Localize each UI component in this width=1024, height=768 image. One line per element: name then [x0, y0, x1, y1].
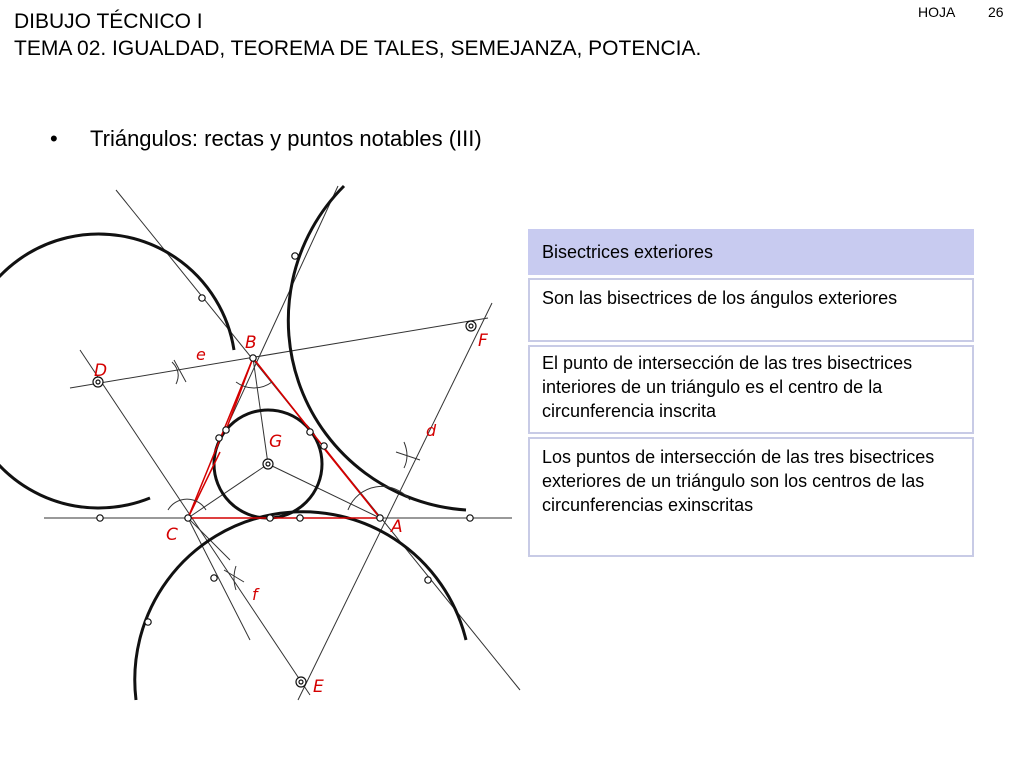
label-c: C — [166, 525, 178, 545]
excircle-e — [135, 512, 466, 700]
label-e-point: E — [313, 677, 324, 697]
definition-table — [528, 229, 974, 557]
tick-mark-e — [172, 360, 186, 384]
center-e-inner — [299, 680, 303, 684]
label-f-point: F — [478, 331, 488, 351]
center-g-inner — [266, 462, 270, 466]
angle-arc-c — [168, 499, 206, 510]
line-g-c — [188, 464, 268, 518]
line-f-e — [298, 303, 492, 700]
tangent-point — [199, 295, 205, 301]
tangent-point — [145, 619, 151, 625]
bullet-text: Triángulos: rectas y puntos notables (III) — [90, 126, 482, 151]
course-title: DIBUJO TÉCNICO I — [14, 10, 203, 33]
tangent-point — [321, 443, 327, 449]
excircle-d — [0, 234, 234, 508]
red-segment-c-incircle — [188, 452, 220, 518]
line-d-f — [70, 318, 488, 388]
excircle-f — [288, 186, 466, 510]
tangent-point — [425, 577, 431, 583]
table-row: Son las bisectrices de los ángulos exteriores — [528, 278, 974, 342]
tangent-point — [267, 515, 273, 521]
tick-mark-d — [396, 442, 420, 468]
table-header: Bisectrices exteriores — [528, 229, 974, 275]
center-f-inner — [469, 324, 473, 328]
circle-centers — [93, 321, 476, 687]
tangent-point — [223, 427, 229, 433]
tangent-point — [211, 575, 217, 581]
sheet-label: HOJA — [918, 4, 956, 20]
table-row: Los puntos de intersección de las tres bisectrices exteriores de un triángulo son los centros de las circunferencias exinscritas — [528, 437, 974, 557]
vertex-point-a — [377, 515, 383, 521]
sheet-number: 26 — [988, 4, 1004, 20]
line-top-b — [230, 186, 338, 420]
tangent-point — [297, 515, 303, 521]
tangent-point — [467, 515, 473, 521]
bullet-symbol: • — [50, 126, 58, 151]
topic-title: TEMA 02. IGUALDAD, TEOREMA DE TALES, SEMEJANZA, POTENCIA. — [14, 37, 702, 60]
label-g: G — [269, 432, 283, 452]
tangent-point — [307, 429, 313, 435]
table-row: El punto de intersección de las tres bisectrices interiores de un triángulo es el centro de la circunferencia inscrita — [528, 345, 974, 434]
label-f-line: f — [252, 585, 258, 604]
label-a: A — [391, 517, 403, 537]
label-d-point: D — [94, 361, 108, 381]
tangent-points — [97, 253, 473, 625]
tangent-point — [216, 435, 222, 441]
line-c-lower — [188, 518, 250, 640]
vertex-point-c — [185, 515, 191, 521]
tangent-point — [250, 355, 256, 361]
label-e: e — [196, 345, 206, 364]
label-b: B — [245, 333, 257, 353]
line-d-e — [80, 350, 310, 695]
tangent-point — [97, 515, 103, 521]
red-segment-a-incircle — [322, 446, 380, 518]
tangent-point — [292, 253, 298, 259]
label-d-line: d — [426, 421, 437, 440]
